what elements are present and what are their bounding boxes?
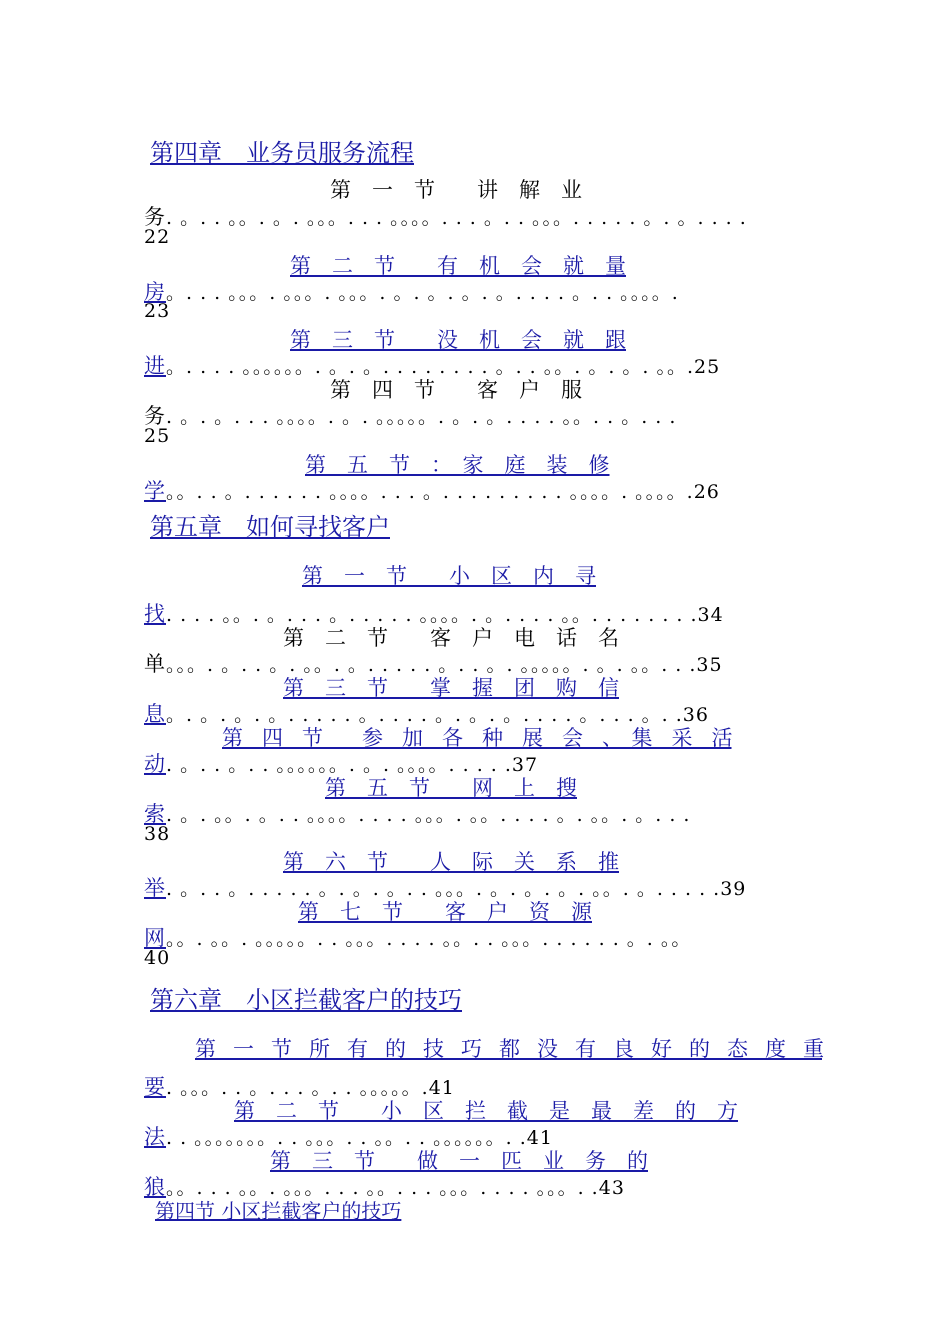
section-4-2-tail[interactable]: 房 [144,280,166,304]
section-4-1-heading: 第 一 节 讲 解 业 [330,178,582,202]
section-4-4-tail: 务 [144,404,166,428]
section-5-7-page: 40 [144,947,171,969]
section-5-6-page: 39 [720,878,747,900]
section-4-3-page: 25 [694,356,721,378]
section-5-7-heading[interactable]: 第 七 节 客 户 资 源 [298,900,592,924]
section-5-5-page: 38 [144,823,171,845]
section-4-4-heading: 第 四 节 客 户 服 [330,378,582,402]
chapter-4-title[interactable]: 第四章 业务员服务流程 [150,139,414,167]
section-5-6-heading[interactable]: 第 六 节 人 际 关 系 推 [283,850,619,874]
section-6-2-dots: . . 。。。。。。。. . 。。。. . 。。. . 。。。。。。. . [166,1127,527,1149]
section-5-7-leader [144,922,691,952]
section-4-2-leader [144,276,679,306]
section-5-1-dots: . . . . 。。. 。. . . 。. . . . . 。。。。. 。. . . . 。。. . . . . . . . [166,604,698,626]
section-5-4-heading[interactable]: 第 四 节 参 加 各 种 展 会 、 集 采 活 [222,726,732,750]
section-5-3-page: 36 [682,704,709,726]
section-5-6-dots: . 。. . 。. . . . . 。. 。. 。. . 。。。. 。. 。. 。. 。。. 。. . . . . [166,878,721,900]
section-6-3-page: 43 [598,1177,625,1199]
section-5-5-dots: . 。. 。。. 。. . 。。。。. . . . 。。。. 。。. . . . 。. 。。. 。. . . [166,804,691,826]
section-6-3-tail[interactable]: 狼 [144,1175,166,1199]
section-4-3-dots: 。. . . . 。。。。。。. 。. 。. . . . . . . . 。. . 。。. 。. 。. 。。. [166,356,695,378]
section-6-1-page: 41 [428,1077,455,1099]
section-5-1-page: 34 [697,604,724,626]
section-5-1-heading[interactable]: 第 一 节 小 区 内 寻 [302,564,596,588]
section-5-3-heading[interactable]: 第 三 节 掌 握 团 购 信 [283,676,619,700]
section-4-2-page: 23 [144,300,171,322]
section-5-4-page: 37 [511,754,539,776]
section-6-2-heading[interactable]: 第 二 节 小 区 拦 截 是 最 差 的 方 [234,1099,738,1123]
chapter-5-title[interactable]: 第五章 如何寻找客户 [150,513,390,541]
section-6-1-dots: . 。。。. . 。. . . 。. . 。。。。。. [166,1077,429,1099]
section-5-3-tail[interactable]: 息 [144,702,166,726]
section-6-1-heading[interactable]: 第 一 节 所 有 的 技 巧 都 没 有 良 好 的 态 度 重 [195,1037,822,1061]
section-4-4-leader [144,400,676,430]
section-5-4-tail[interactable]: 动 [144,752,166,776]
section-4-4-page: 25 [144,425,171,447]
section-4-1-leader [144,201,747,231]
section-4-3-heading[interactable]: 第 三 节 没 机 会 就 跟 [290,328,626,352]
section-5-7-dots: 。。. 。。. 。。。。。. . 。。。. . . . 。。. . 。。。. . . . . . 。. 。。 [166,928,692,950]
section-4-1-tail: 务 [144,205,166,229]
section-4-3-tail[interactable]: 进 [144,354,166,378]
section-4-5-tail[interactable]: 学 [144,479,166,503]
section-4-1-dots: . 。. . 。。. 。. 。。。. . . 。。。。. . . 。. . 。。。. . . . . 。. 。. . . . [166,207,747,229]
section-5-5-heading[interactable]: 第 五 节 网 上 搜 [325,776,577,800]
chapter-6-title[interactable]: 第六章 小区拦截客户的技巧 [150,986,462,1014]
section-5-5-tail[interactable]: 索 [144,802,166,826]
section-6-2-page: 41 [526,1127,553,1149]
section-5-7-tail[interactable]: 网 [144,926,166,950]
section-4-5-page: 26 [693,481,720,503]
section-6-2-tail[interactable]: 法 [144,1125,166,1149]
section-4-5-heading[interactable]: 第 五 节 ： 家 庭 装 修 [305,453,610,477]
section-4-2-dots: 。. . . 。。。. 。。。. 。。。. 。. 。. 。. 。. . . . 。. . 。。。。. [166,282,679,304]
section-4-2-heading[interactable]: 第 二 节 有 机 会 就 量 [290,254,626,278]
section-4-4-dots: . 。. 。. . . 。。。。. 。. 。。。。。. 。. 。. . . . 。。. . 。. . . [166,406,677,428]
section-5-1-tail[interactable]: 找 [144,602,166,626]
section-5-2-tail: 单 [144,652,166,676]
section-5-5-leader [144,798,690,828]
section-4-1-page: 22 [144,226,171,248]
section-4-5-dots: 。。. . 。. . . . . . 。。。。. . . 。. . . . . . . . . 。。。。. 。。。。. [166,481,694,503]
section-5-4-dots: . 。. . 。. . 。。。。。。. 。. 。。。。. . . . . [166,754,512,776]
section-6-3-heading[interactable]: 第 三 节 做 一 匹 业 务 的 [270,1149,648,1173]
section-4-5-leader [144,475,720,505]
section-5-6-tail[interactable]: 举 [144,876,166,900]
section-5-2-heading: 第 二 节 客 户 电 话 名 [283,626,619,650]
section-6-4-heading[interactable]: 第四节 小区拦截客户的技巧 [155,1199,402,1223]
section-4-1-heading-row [144,174,806,204]
section-6-3-dots: 。。. . . 。。. 。。。. . . 。。. . . 。。。. . . . 。。。. . [166,1177,599,1199]
section-5-2-dots: 。。。. 。. . 。. 。。. 。. . . . . 。. . 。. 。。。。。. 。. 。。. . . [166,654,697,676]
section-5-3-dots: 。. 。. 。. 。. . . . . 。. . . . 。. 。. 。. . . . 。. . . 。. . [166,704,683,726]
section-6-1-tail[interactable]: 要 [144,1075,166,1099]
section-5-2-page: 35 [696,654,723,676]
